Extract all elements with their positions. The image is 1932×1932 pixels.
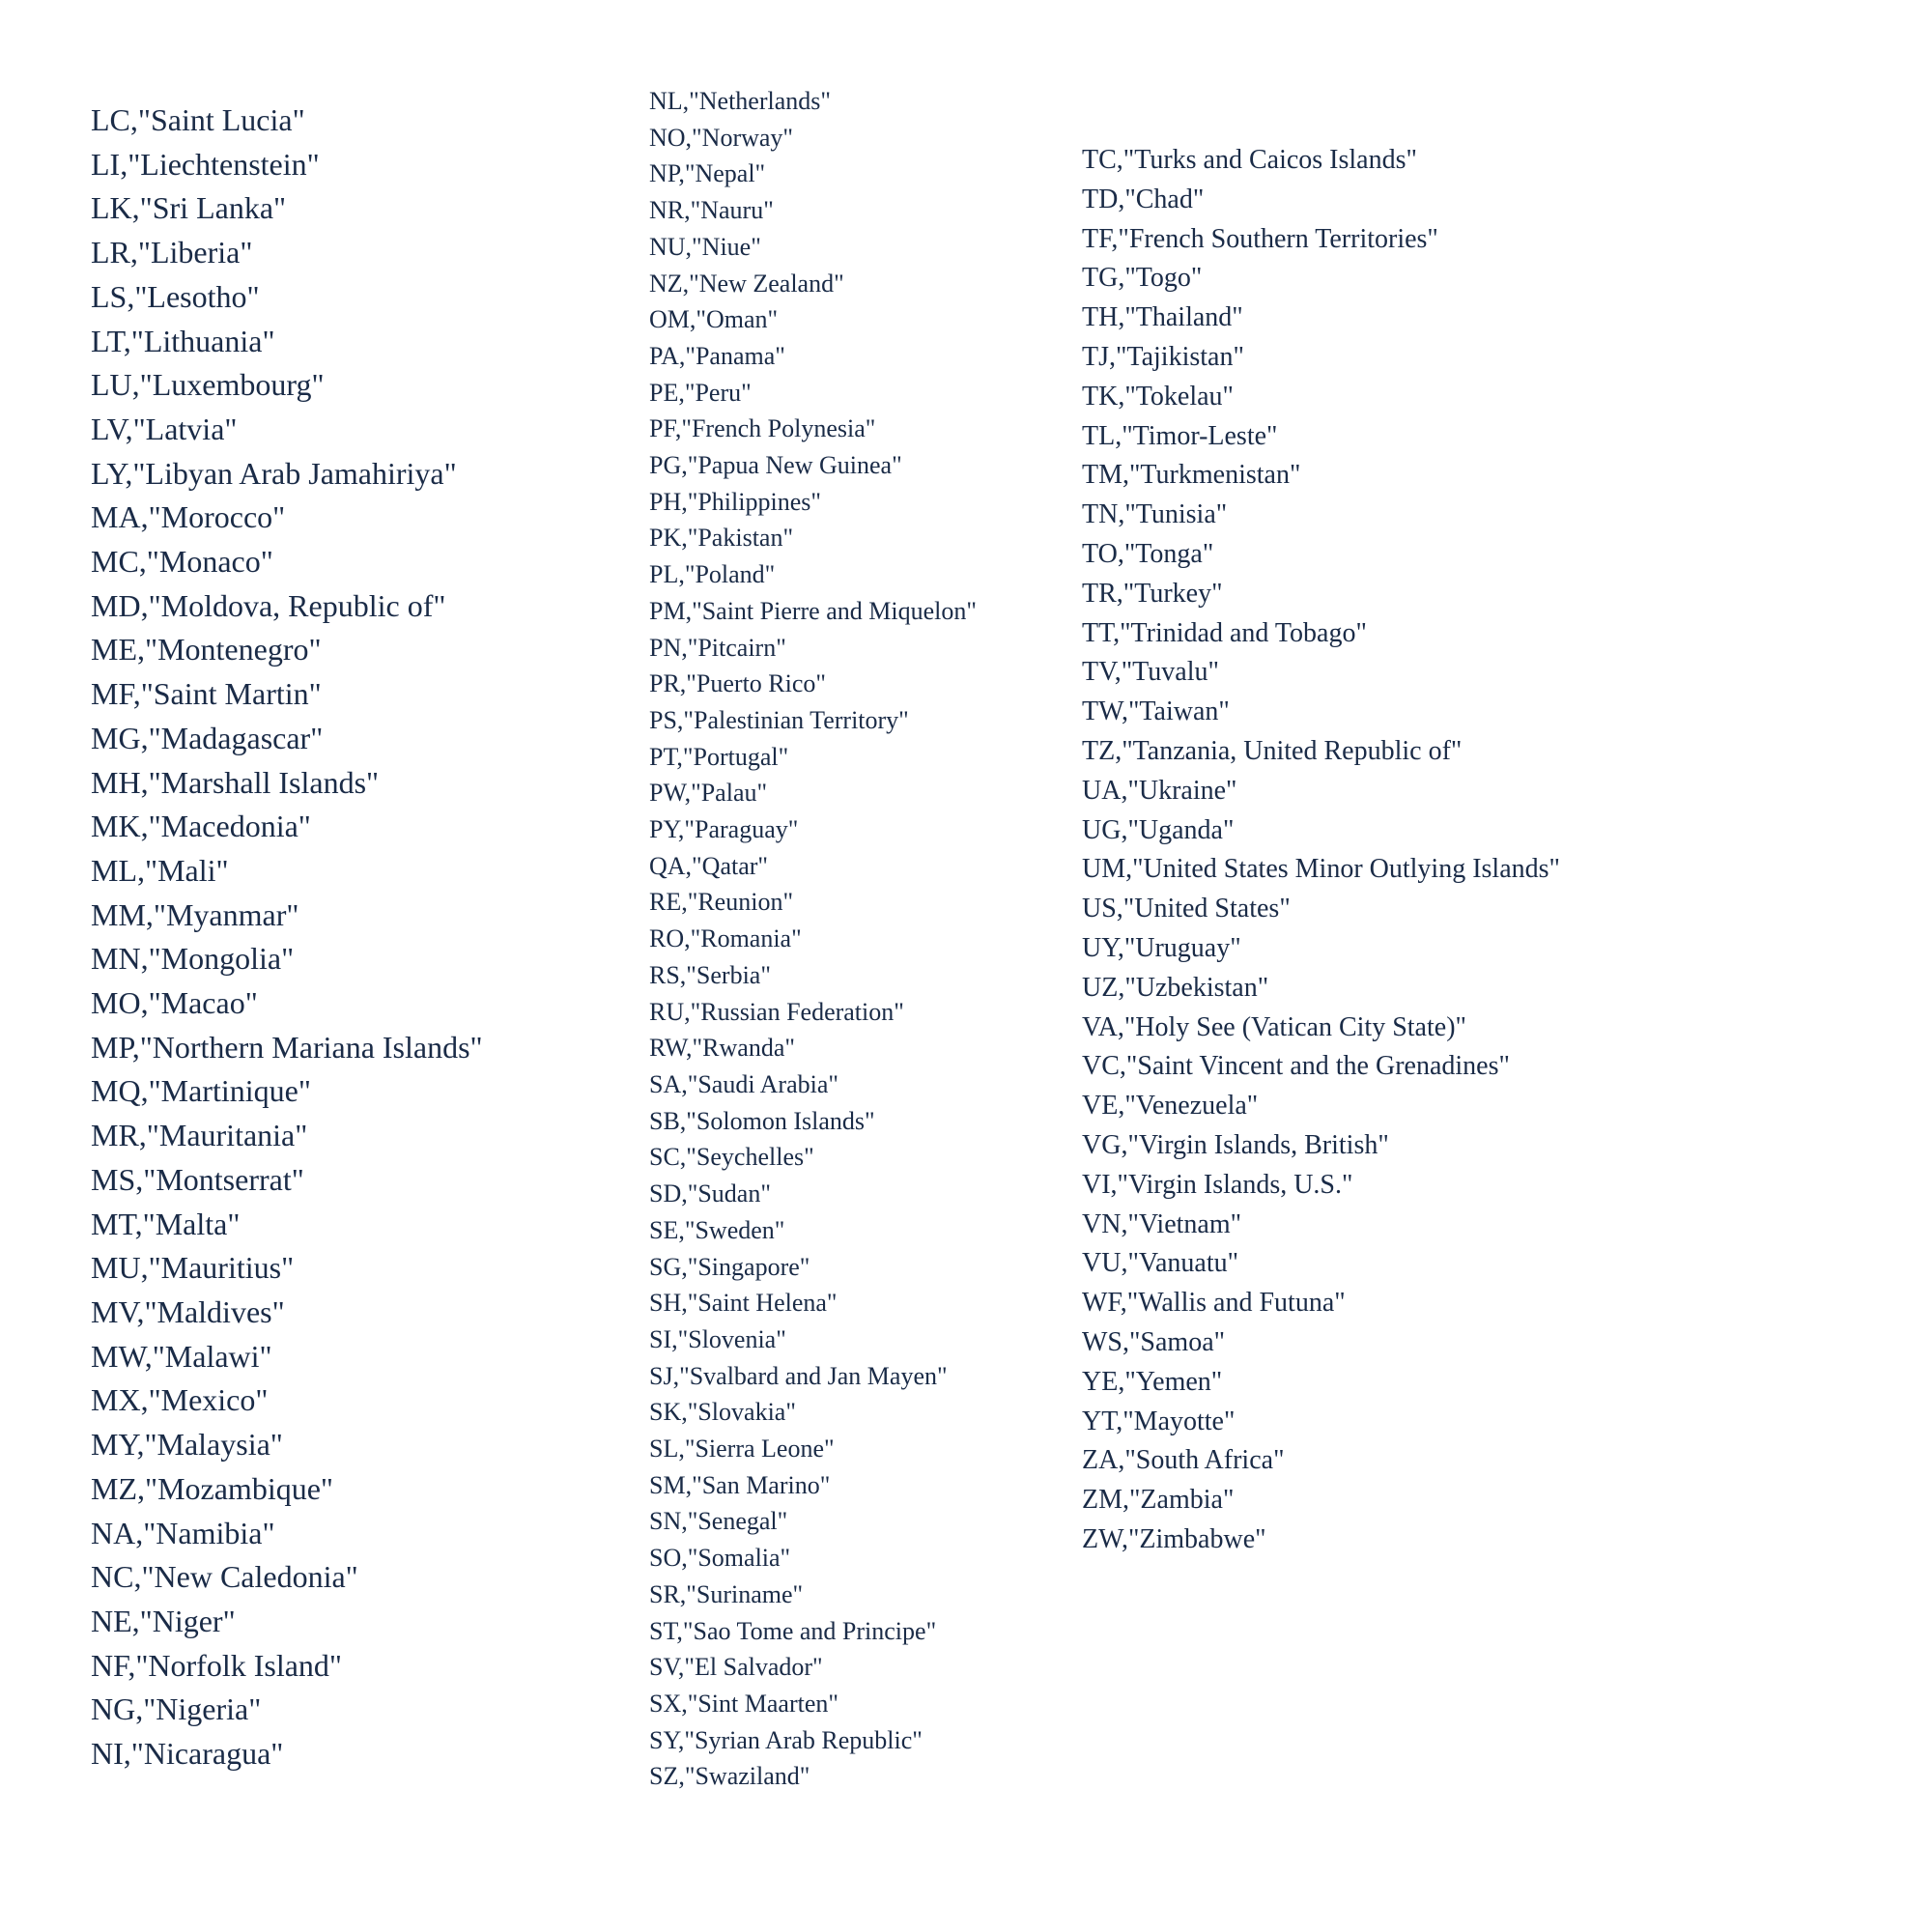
country-entry: SC,"Seychelles"	[649, 1143, 814, 1172]
country-entry: MS,"Montserrat"	[91, 1161, 304, 1197]
country-entry: SL,"Sierra Leone"	[649, 1435, 835, 1463]
country-entry: TV,"Tuvalu"	[1082, 657, 1219, 688]
country-entry: MM,"Myanmar"	[91, 896, 299, 932]
country-entry: TO,"Tonga"	[1082, 538, 1214, 569]
country-entry: TC,"Turks and Caicos Islands"	[1082, 145, 1417, 175]
country-entry: NF,"Norfolk Island"	[91, 1647, 342, 1683]
country-entry: PN,"Pitcairn"	[649, 633, 786, 662]
country-entry: SA,"Saudi Arabia"	[649, 1069, 838, 1098]
country-entry: QA,"Qatar"	[649, 851, 769, 880]
country-entry: LR,"Liberia"	[91, 235, 253, 270]
country-entry: YT,"Mayotte"	[1082, 1406, 1236, 1436]
country-entry: SM,"San Marino"	[649, 1470, 831, 1499]
country-entry: PL,"Poland"	[649, 560, 776, 589]
country-entry: NI,"Nicaragua"	[91, 1736, 284, 1772]
country-entry: LT,"Lithuania"	[91, 323, 275, 358]
country-entry: MO,"Macao"	[91, 985, 258, 1021]
country-entry: UA,"Ukraine"	[1082, 775, 1237, 806]
country-entry: SY,"Syrian Arab Republic"	[649, 1725, 923, 1754]
country-entry: VA,"Holy See (Vatican City State)"	[1082, 1011, 1466, 1042]
country-entry: SR,"Suriname"	[649, 1579, 804, 1608]
country-entry: MT,"Malta"	[91, 1206, 241, 1241]
country-entry: LS,"Lesotho"	[91, 278, 260, 314]
country-entry: VE,"Venezuela"	[1082, 1091, 1259, 1122]
country-entry: TZ,"Tanzania, United Republic of"	[1082, 735, 1463, 766]
country-entry: LV,"Latvia"	[91, 411, 238, 446]
country-entry: PF,"French Polynesia"	[649, 414, 876, 443]
country-entry: OM,"Oman"	[649, 305, 779, 334]
country-entry: SB,"Solomon Islands"	[649, 1106, 875, 1135]
country-entry: TH,"Thailand"	[1082, 302, 1243, 333]
country-entry: NA,"Namibia"	[91, 1515, 275, 1550]
country-entry: ST,"Sao Tome and Principe"	[649, 1616, 937, 1645]
country-entry: SZ,"Swaziland"	[649, 1762, 810, 1791]
country-entry: VN,"Vietnam"	[1082, 1208, 1242, 1239]
country-entry: LC,"Saint Lucia"	[91, 102, 305, 137]
country-entry: LY,"Libyan Arab Jamahiriya"	[91, 455, 457, 491]
country-entry: NP,"Nepal"	[649, 159, 766, 188]
country-entry: WS,"Samoa"	[1082, 1326, 1226, 1357]
country-entry: TT,"Trinidad and Tobago"	[1082, 617, 1367, 648]
country-entry: MQ,"Martinique"	[91, 1073, 311, 1109]
country-entry: ML,"Mali"	[91, 852, 229, 888]
country-entry: MD,"Moldova, Republic of"	[91, 587, 446, 623]
country-entry: NG,"Nigeria"	[91, 1691, 262, 1727]
country-entry: RS,"Serbia"	[649, 960, 771, 989]
country-entry: NZ,"New Zealand"	[649, 269, 844, 298]
country-entry: YE,"Yemen"	[1082, 1366, 1223, 1397]
country-entry: TD,"Chad"	[1082, 184, 1205, 214]
country-entry: PG,"Papua New Guinea"	[649, 451, 902, 480]
country-entry: TJ,"Tajikistan"	[1082, 341, 1244, 372]
country-entry: TR,"Turkey"	[1082, 578, 1223, 609]
country-entry: SV,"El Salvador"	[649, 1653, 823, 1682]
country-entry: MV,"Maldives"	[91, 1293, 285, 1329]
country-entry: MC,"Monaco"	[91, 544, 273, 580]
country-entry: MG,"Madagascar"	[91, 720, 324, 755]
country-entry: MA,"Morocco"	[91, 499, 286, 535]
country-entry: MR,"Mauritania"	[91, 1118, 308, 1153]
country-entry: MY,"Malaysia"	[91, 1427, 283, 1463]
country-entry: LU,"Luxembourg"	[91, 367, 325, 403]
country-entry: UG,"Uganda"	[1082, 814, 1235, 845]
country-entry: PK,"Pakistan"	[649, 524, 794, 553]
country-entry: TM,"Turkmenistan"	[1082, 460, 1301, 491]
country-entry: WF,"Wallis and Futuna"	[1082, 1288, 1346, 1319]
country-entry: PE,"Peru"	[649, 378, 752, 407]
country-entry: MZ,"Mozambique"	[91, 1470, 333, 1506]
country-entry: NE,"Niger"	[91, 1603, 236, 1638]
country-entry: US,"United States"	[1082, 894, 1291, 924]
country-entry: SI,"Slovenia"	[649, 1324, 786, 1353]
country-entry: MF,"Saint Martin"	[91, 676, 322, 712]
country-entry: SN,"Senegal"	[649, 1507, 788, 1536]
country-entry: RW,"Rwanda"	[649, 1034, 795, 1063]
country-entry: RU,"Russian Federation"	[649, 997, 904, 1026]
country-entry: PA,"Panama"	[649, 341, 785, 370]
country-entry: VI,"Virgin Islands, U.S."	[1082, 1169, 1353, 1200]
country-entry: RE,"Reunion"	[649, 888, 794, 917]
country-entry: PR,"Puerto Rico"	[649, 669, 827, 698]
country-entry: PY,"Paraguay"	[649, 815, 799, 844]
country-entry: MW,"Malawi"	[91, 1338, 272, 1374]
country-list-column-3	[1082, 141, 1560, 1560]
country-entry: SE,"Sweden"	[649, 1215, 785, 1244]
country-entry: ZM,"Zambia"	[1082, 1485, 1235, 1516]
country-entry: TW,"Taiwan"	[1082, 696, 1230, 727]
country-entry: SH,"Saint Helena"	[649, 1289, 838, 1318]
country-entry: TN,"Tunisia"	[1082, 499, 1228, 530]
country-entry: SD,"Sudan"	[649, 1179, 771, 1208]
country-entry: TK,"Tokelau"	[1082, 381, 1234, 412]
country-entry: SG,"Singapore"	[649, 1252, 810, 1281]
country-entry: TG,"Togo"	[1082, 263, 1203, 294]
country-entry: PT,"Portugal"	[649, 742, 789, 771]
country-entry: VG,"Virgin Islands, British"	[1082, 1129, 1389, 1160]
country-entry: LK,"Sri Lanka"	[91, 190, 287, 226]
country-list-column-2	[649, 83, 977, 1795]
country-entry: PW,"Palau"	[649, 779, 768, 808]
country-entry: NL,"Netherlands"	[649, 87, 832, 115]
country-entry: MP,"Northern Mariana Islands"	[91, 1029, 483, 1065]
country-entry: MU,"Mauritius"	[91, 1250, 295, 1286]
country-entry: NO,"Norway"	[649, 123, 794, 152]
country-entry: UY,"Uruguay"	[1082, 932, 1241, 963]
country-entry: SX,"Sint Maarten"	[649, 1689, 838, 1718]
country-entry: NC,"New Caledonia"	[91, 1559, 358, 1595]
country-entry: NU,"Niue"	[649, 232, 761, 261]
country-entry: UZ,"Uzbekistan"	[1082, 972, 1269, 1003]
country-entry: ZW,"Zimbabwe"	[1082, 1523, 1266, 1554]
country-entry: UM,"United States Minor Outlying Islands"	[1082, 854, 1560, 885]
country-entry: PH,"Philippines"	[649, 487, 821, 516]
country-entry: RO,"Romania"	[649, 924, 802, 953]
country-entry: SK,"Slovakia"	[649, 1398, 796, 1427]
country-entry: VC,"Saint Vincent and the Grenadines"	[1082, 1051, 1510, 1082]
country-entry: SO,"Somalia"	[649, 1544, 791, 1573]
country-entry: ZA,"South Africa"	[1082, 1445, 1285, 1476]
country-entry: NR,"Nauru"	[649, 196, 774, 225]
country-entry: MK,"Macedonia"	[91, 809, 311, 844]
country-entry: VU,"Vanuatu"	[1082, 1248, 1239, 1279]
country-entry: TF,"French Southern Territories"	[1082, 223, 1438, 254]
country-entry: ME,"Montenegro"	[91, 632, 322, 668]
country-entry: SJ,"Svalbard and Jan Mayen"	[649, 1361, 948, 1390]
country-entry: PM,"Saint Pierre and Miquelon"	[649, 596, 977, 625]
country-entry: MH,"Marshall Islands"	[91, 764, 380, 800]
country-entry: TL,"Timor-Leste"	[1082, 420, 1278, 451]
country-entry: PS,"Palestinian Territory"	[649, 705, 909, 734]
country-entry: LI,"Liechtenstein"	[91, 146, 320, 182]
country-entry: MX,"Mexico"	[91, 1382, 269, 1418]
country-list-column-1	[91, 99, 483, 1776]
country-entry: MN,"Mongolia"	[91, 941, 295, 977]
